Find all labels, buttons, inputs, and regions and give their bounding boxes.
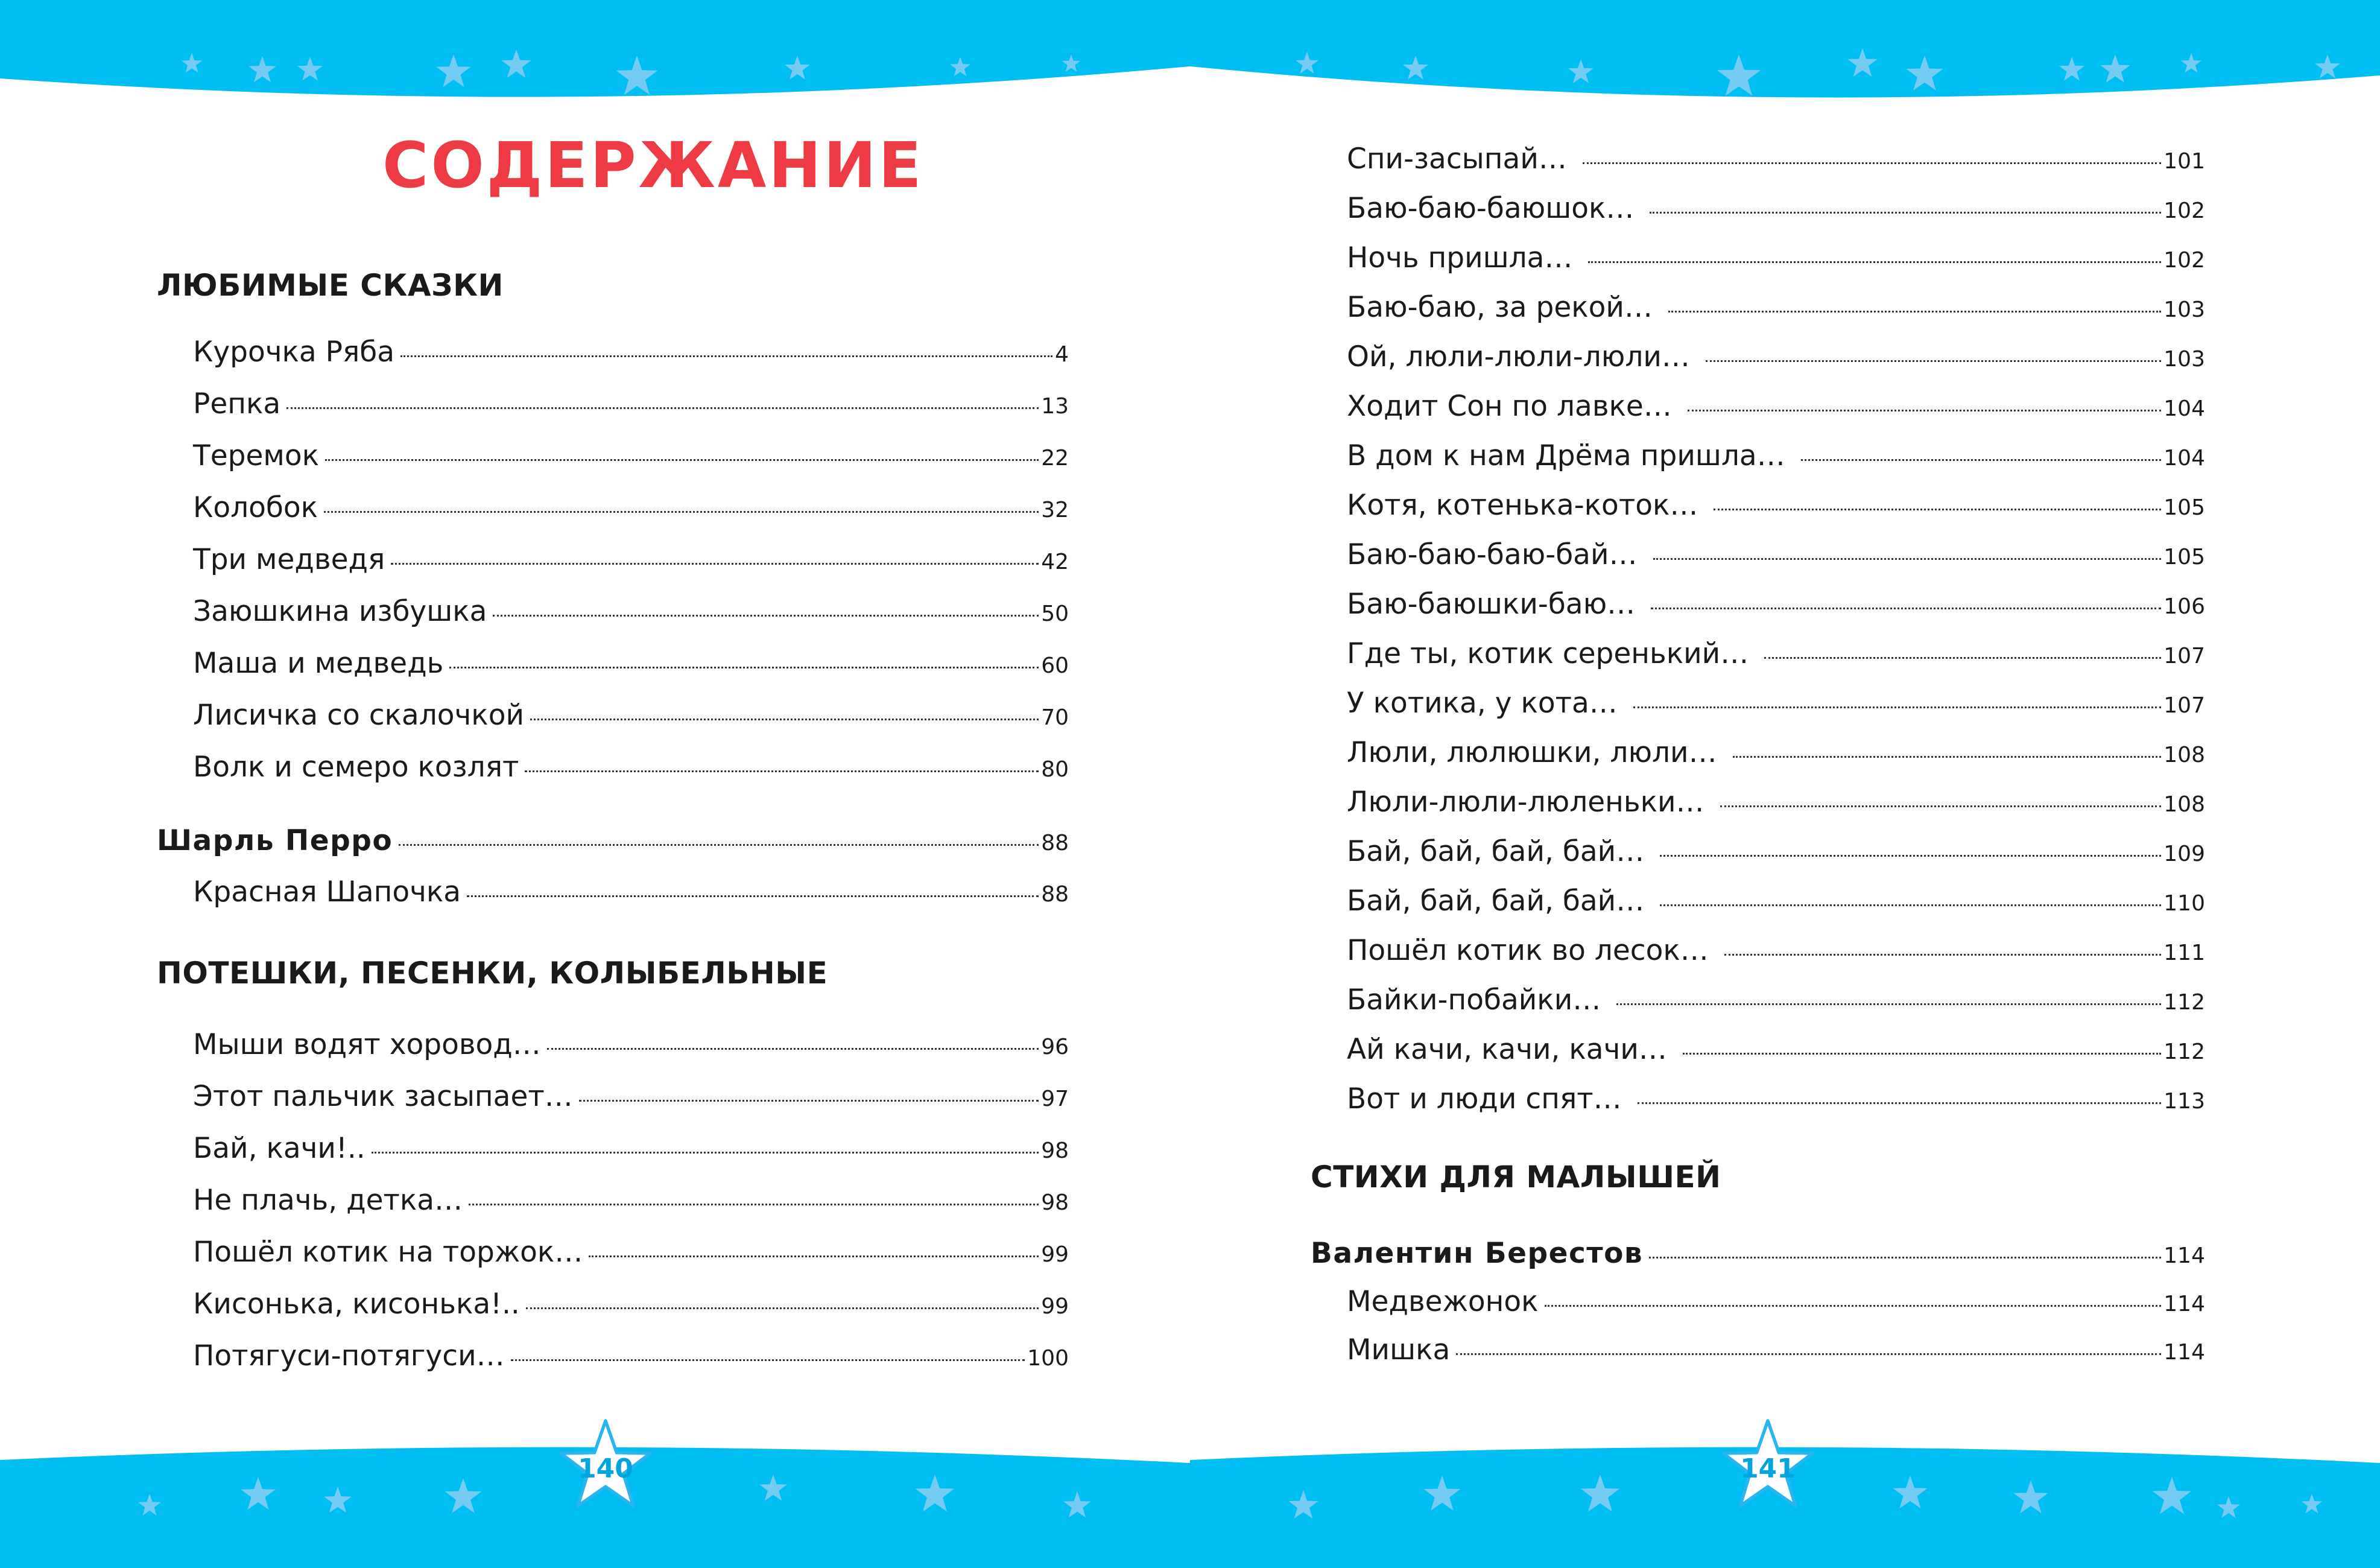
entry-title: Не плачь, детка… — [193, 1184, 463, 1217]
entry-page: 114 — [2163, 1292, 2205, 1316]
toc-entry[interactable] — [193, 387, 1069, 421]
dot-leader — [1583, 162, 2161, 164]
dot-leader — [1456, 1353, 2161, 1355]
entry-title: Баю-баю-баюшок… — [1347, 192, 1635, 225]
dot-leader — [1545, 1305, 2162, 1307]
entry-title: Баю-баю, за рекой… — [1347, 291, 1653, 324]
toc-entry[interactable] — [193, 597, 1069, 626]
toc-entry[interactable] — [1347, 392, 2205, 421]
dot-leader — [399, 844, 1039, 846]
entry-title: Маша и медведь — [193, 647, 444, 680]
toc-entry[interactable] — [1347, 489, 2205, 522]
entry-title: Мыши водят хоровод… — [193, 1028, 541, 1061]
toc-entry[interactable] — [193, 875, 1069, 909]
entry-title: Ночь пришла… — [1347, 241, 1573, 275]
entry-title: Баю-баюшки-баю… — [1347, 588, 1636, 621]
top-banner — [1190, 0, 2380, 98]
author-name: Валентин Берестов — [1311, 1237, 1644, 1270]
entry-title: Кисонька, кисонька!.. — [193, 1287, 520, 1321]
entry-title: Байки-побайки… — [1347, 983, 1601, 1017]
toc-entry[interactable] — [1347, 983, 2205, 1017]
entry-page: 96 — [1041, 1035, 1069, 1059]
entry-page: 88 — [1041, 831, 1069, 855]
toc-entry[interactable] — [1347, 1035, 2205, 1064]
dot-leader — [286, 407, 1039, 409]
section-title: СТИХИ ДЛЯ МАЛЫШЕЙ — [1311, 1160, 1721, 1195]
entry-page: 80 — [1041, 757, 1069, 782]
section-title: ЛЮБИМЫЕ СКАЗКИ — [157, 268, 504, 303]
entry-title: Где ты, котик серенький… — [1347, 637, 1749, 670]
entry-title: Котя, котенька-коток… — [1347, 489, 1698, 522]
entry-page: 107 — [2163, 693, 2205, 718]
dot-leader — [1616, 1003, 2161, 1005]
toc-entry[interactable] — [193, 1236, 1069, 1269]
toc-entry[interactable] — [1347, 538, 2205, 571]
entry-page: 60 — [1041, 653, 1069, 678]
entry-page: 102 — [2163, 248, 2205, 273]
toc-entry[interactable] — [1347, 738, 2205, 767]
entry-title: Ой, люли-люли-люли… — [1347, 340, 1690, 373]
entry-page: 32 — [1041, 498, 1069, 522]
entry-page: 50 — [1041, 601, 1069, 626]
entry-page: 103 — [2163, 297, 2205, 322]
dot-leader — [372, 1152, 1039, 1154]
toc-entry[interactable] — [1347, 884, 2205, 918]
entry-title: Три медведя — [193, 543, 385, 576]
page-number: 141 — [1740, 1453, 1796, 1484]
entry-page: 22 — [1041, 446, 1069, 471]
entry-title: Пошёл котик во лесок… — [1347, 934, 1709, 967]
entry-page: 70 — [1041, 705, 1069, 730]
entry-title: Репка — [193, 387, 281, 421]
dot-leader — [467, 895, 1039, 897]
entry-page: 42 — [1041, 550, 1069, 574]
dot-leader — [469, 1204, 1039, 1205]
dot-leader — [325, 459, 1039, 461]
entry-title: Люли, люлюшки, люли… — [1347, 736, 1717, 769]
entry-title: Теремок — [193, 439, 319, 472]
dot-leader — [1733, 756, 2162, 758]
entry-page: 106 — [2163, 594, 2205, 619]
dot-leader — [1801, 459, 2162, 461]
dot-leader — [579, 1100, 1039, 1102]
toc-entry[interactable] — [193, 335, 1069, 369]
dot-leader — [1764, 657, 2161, 659]
entry-title: В дом к нам Дрёма пришла… — [1347, 439, 1785, 472]
entry-title: Спи-засыпай… — [1347, 142, 1567, 176]
entry-title: Колобок — [193, 491, 318, 524]
entry-title: Волк и семеро козлят — [193, 751, 519, 784]
entry-page: 112 — [2163, 1040, 2205, 1064]
entry-page: 99 — [1041, 1242, 1069, 1267]
entry-page: 112 — [2163, 990, 2205, 1015]
dot-leader — [526, 1307, 1039, 1309]
entry-title: Пошёл котик на торжок… — [193, 1236, 583, 1269]
entry-title: Курочка Ряба — [193, 335, 395, 369]
toc-entry[interactable] — [1347, 637, 2205, 670]
toc-entry[interactable] — [193, 1030, 1069, 1059]
entry-page: 114 — [2163, 1243, 2205, 1268]
page-right — [1190, 0, 2380, 1568]
entry-title: Ай качи, качи, качи… — [1347, 1033, 1667, 1066]
entry-title: Мишка — [1347, 1333, 1451, 1366]
page-title: СОДЕРЖАНИЕ — [382, 129, 924, 202]
toc-entry[interactable] — [193, 1134, 1069, 1163]
toc-entry[interactable] — [193, 439, 1069, 472]
toc-entry[interactable] — [1347, 439, 2205, 472]
entry-page: 102 — [2163, 198, 2205, 223]
dot-leader — [1650, 212, 2161, 214]
toc-entry[interactable] — [1347, 936, 2205, 965]
entry-page: 110 — [2163, 891, 2205, 916]
dot-leader — [511, 1359, 1025, 1361]
toc-entry[interactable] — [193, 545, 1069, 574]
entry-title: Потягуси-потягуси… — [193, 1339, 505, 1373]
section-title: ПОТЕШКИ, ПЕСЕНКИ, КОЛЫБЕЛЬНЫЕ — [157, 956, 828, 991]
toc-entry[interactable] — [1347, 293, 2205, 322]
dot-leader — [1706, 360, 2161, 362]
entry-page: 107 — [2163, 644, 2205, 668]
entry-title: Бай, бай, бай, бай… — [1347, 835, 1645, 868]
entry-title: Люли-люли-люленьки… — [1347, 786, 1704, 819]
entry-page: 13 — [1041, 394, 1069, 419]
entry-title: Ходит Сон по лавке… — [1347, 390, 1672, 423]
entry-page: 99 — [1041, 1294, 1069, 1319]
entry-page: 100 — [1027, 1346, 1069, 1371]
toc-entry[interactable] — [1347, 837, 2205, 866]
dot-leader — [1724, 954, 2162, 956]
author-entry[interactable] — [1311, 1239, 2205, 1268]
dot-leader — [391, 563, 1039, 565]
dot-leader — [525, 770, 1039, 772]
top-banner — [0, 0, 1190, 97]
entry-title: У котика, у кота… — [1347, 687, 1618, 720]
toc-entry[interactable] — [1347, 241, 2205, 275]
entry-page: 105 — [2163, 495, 2205, 520]
author-name: Шарль Перро — [157, 824, 393, 857]
entry-page: 103 — [2163, 347, 2205, 372]
toc-entry[interactable] — [193, 751, 1069, 784]
toc-entry[interactable] — [193, 1082, 1069, 1111]
dot-leader — [1714, 509, 2161, 510]
toc-entry[interactable] — [1347, 588, 2205, 621]
toc-entry[interactable] — [1347, 340, 2205, 373]
toc-entry[interactable] — [193, 491, 1069, 524]
toc-entry[interactable] — [193, 1184, 1069, 1217]
toc-entry[interactable] — [1347, 1082, 2205, 1116]
toc-entry[interactable] — [193, 1287, 1069, 1321]
dot-leader — [1720, 805, 2162, 807]
entry-page: 108 — [2163, 743, 2205, 767]
dot-leader — [530, 719, 1039, 720]
dot-leader — [547, 1048, 1039, 1050]
dot-leader — [589, 1255, 1039, 1257]
toc-entry[interactable] — [1347, 1333, 2205, 1366]
entry-title: Бай, качи!.. — [193, 1132, 366, 1165]
toc-entry[interactable] — [1347, 687, 2205, 720]
dot-leader — [1688, 410, 2161, 411]
toc-entry[interactable] — [193, 1339, 1069, 1373]
dot-leader — [1683, 1053, 2161, 1055]
entry-page: 113 — [2163, 1089, 2205, 1114]
entry-title: Красная Шапочка — [193, 875, 461, 909]
entry-page: 104 — [2163, 446, 2205, 471]
entry-page: 97 — [1041, 1087, 1069, 1111]
page-number: 140 — [578, 1453, 633, 1484]
dot-leader — [1653, 558, 2162, 560]
dot-leader — [449, 667, 1039, 668]
entry-title: Вот и люди спят… — [1347, 1082, 1622, 1116]
entry-title: Баю-баю-баю-бай… — [1347, 538, 1638, 571]
dot-leader — [1651, 608, 2161, 609]
toc-entry[interactable] — [1347, 786, 2205, 819]
entry-title: Медвежонок — [1347, 1285, 1539, 1318]
entry-page: 98 — [1041, 1190, 1069, 1215]
entry-page: 88 — [1041, 882, 1069, 907]
dot-leader — [1638, 1102, 2162, 1104]
entry-page: 105 — [2163, 545, 2205, 570]
entry-page: 109 — [2163, 842, 2205, 866]
dot-leader — [1660, 855, 2161, 857]
entry-page: 4 — [1055, 342, 1069, 367]
toc-entry[interactable] — [1347, 1287, 2205, 1316]
entry-page: 114 — [2163, 1340, 2205, 1365]
dot-leader — [324, 511, 1039, 513]
entry-title: Заюшкина избушка — [193, 595, 487, 628]
dot-leader — [1660, 904, 2161, 906]
toc-entry[interactable] — [193, 649, 1069, 678]
entry-page: 104 — [2163, 396, 2205, 421]
dot-leader — [1649, 1257, 2161, 1259]
entry-title: Бай, бай, бай, бай… — [1347, 884, 1645, 918]
entry-page: 101 — [2163, 149, 2205, 174]
entry-page: 108 — [2163, 792, 2205, 817]
entry-page: 98 — [1041, 1138, 1069, 1163]
toc-entry[interactable] — [193, 699, 1069, 732]
entry-title: Этот пальчик засыпает… — [193, 1080, 573, 1113]
toc-entry[interactable] — [1347, 194, 2205, 223]
dot-leader — [1668, 311, 2161, 313]
dot-leader — [400, 355, 1052, 357]
dot-leader — [1588, 261, 2161, 263]
author-entry[interactable] — [157, 824, 1069, 857]
dot-leader — [493, 615, 1039, 617]
entry-page: 111 — [2163, 941, 2205, 965]
toc-entry[interactable] — [1347, 142, 2205, 176]
entry-title: Лисичка со скалочкой — [193, 699, 524, 732]
dot-leader — [1633, 706, 2161, 708]
